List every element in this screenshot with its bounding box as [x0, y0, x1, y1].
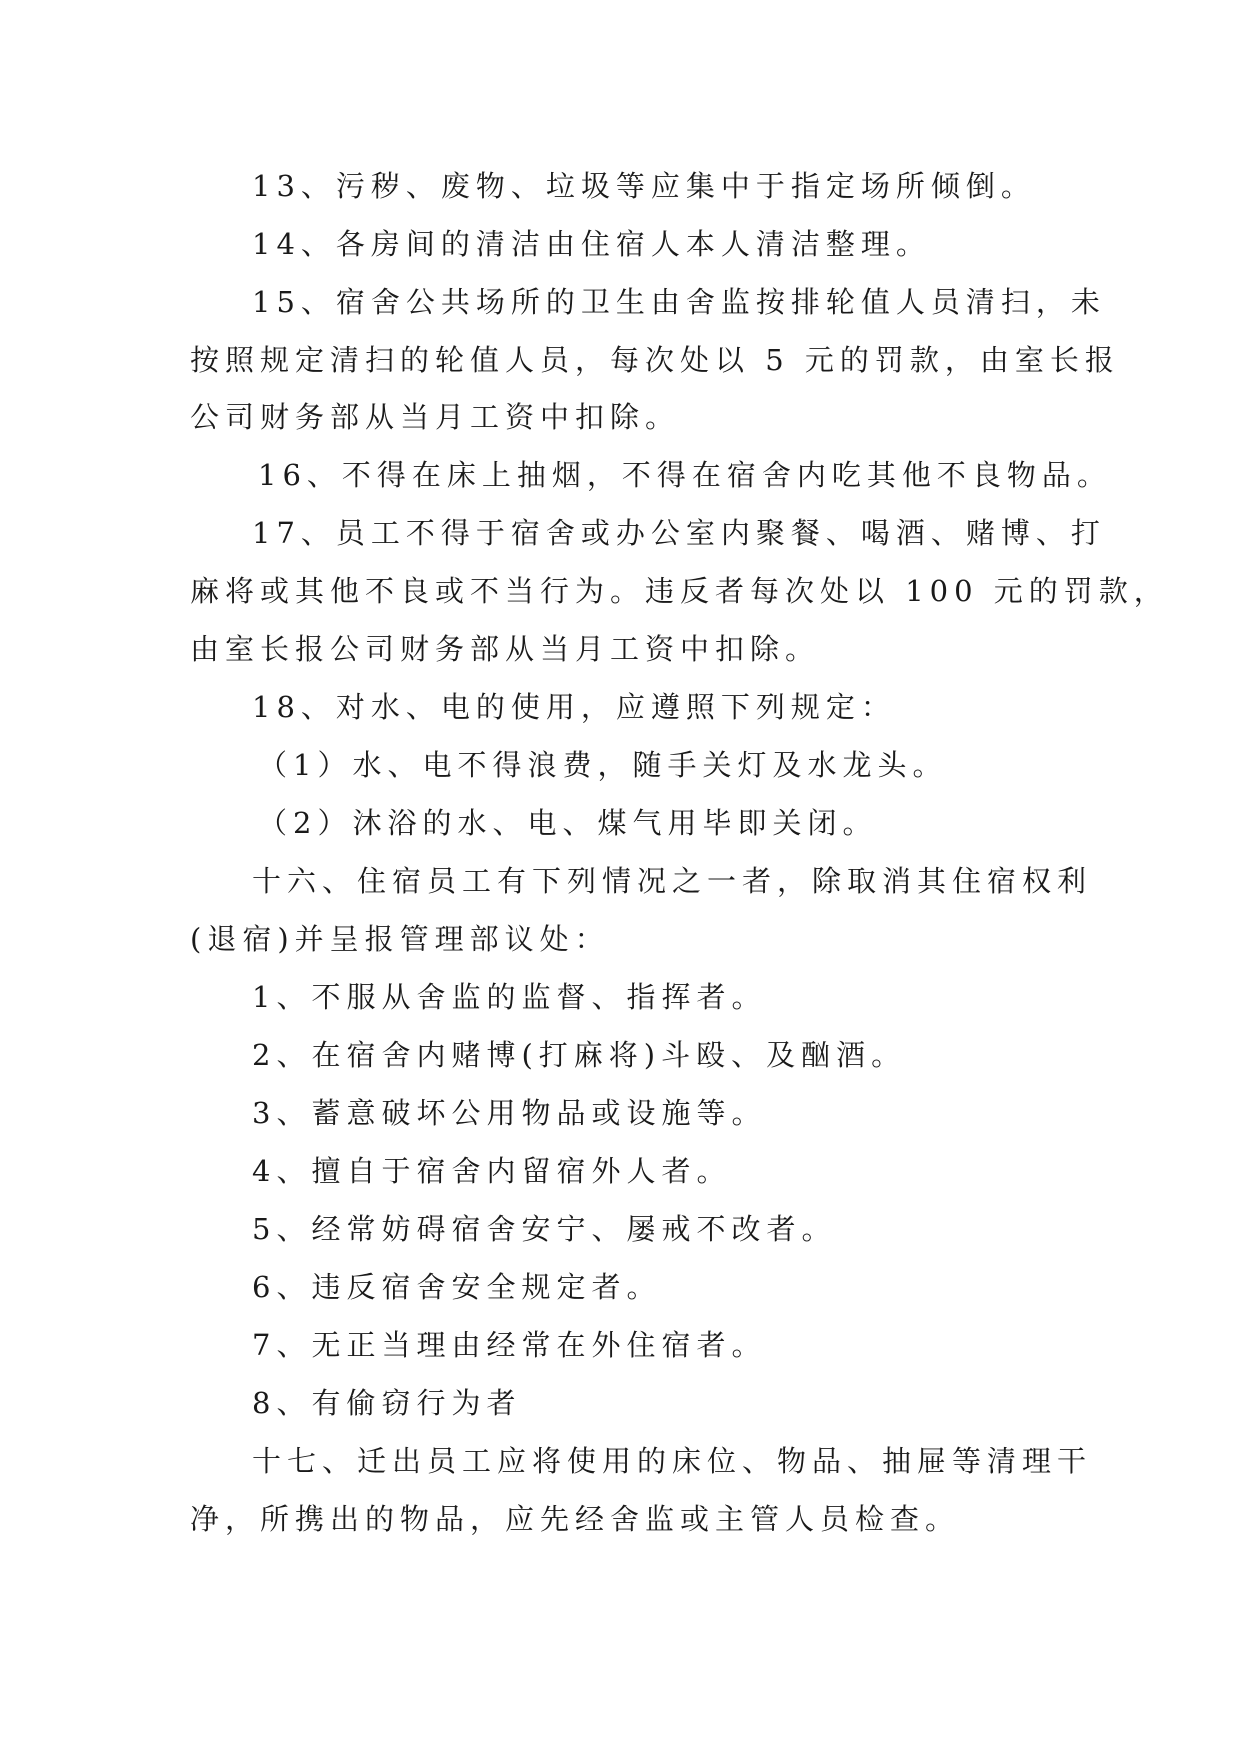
section-16-item-7: 7、无正当理由经常在外住宿者。 — [252, 1328, 767, 1362]
section-16-item-3: 3、蓄意破坏公用物品或设施等。 — [252, 1096, 767, 1130]
rule-13: 13、污秽、废物、垃圾等应集中于指定场所倾倒。 — [252, 169, 1036, 203]
section-16-line-1: 十六、住宿员工有下列情况之一者，除取消其住宿权利 — [252, 864, 1093, 898]
section-16-item-2: 2、在宿舍内赌博(打麻将)斗殴、及酗酒。 — [252, 1038, 907, 1072]
rule-15-line-1: 15、宿舍公共场所的卫生由舍监按排轮值人员清扫，未 — [252, 285, 1106, 319]
rule-17-line-2: 麻将或其他不良或不当行为。违反者每次处以 100 元的罚款， — [190, 574, 1169, 608]
section-16-item-4: 4、擅自于宿舍内留宿外人者。 — [252, 1154, 732, 1188]
rule-17-line-3: 由室长报公司财务部从当月工资中扣除。 — [190, 632, 821, 666]
section-16-item-8: 8、有偷窃行为者 — [252, 1386, 522, 1420]
rule-18-item-2: （2）沐浴的水、电、煤气用毕即关闭。 — [258, 806, 878, 840]
section-16-item-5: 5、经常妨碍宿舍安宁、屡戒不改者。 — [252, 1212, 837, 1246]
rule-14: 14、各房间的清洁由住宿人本人清洁整理。 — [252, 227, 931, 261]
rule-16: 16、不得在床上抽烟，不得在宿舍内吃其他不良物品。 — [258, 458, 1112, 492]
section-16-line-2: (退宿)并呈报管理部议处： — [190, 922, 610, 956]
section-17-line-1: 十七、迁出员工应将使用的床位、物品、抽屉等清理干 — [252, 1444, 1093, 1478]
section-17-line-2: 净，所携出的物品，应先经舍监或主管人员检查。 — [190, 1502, 961, 1536]
rule-18-item-1: （1）水、电不得浪费，随手关灯及水龙头。 — [258, 748, 948, 782]
rule-15-line-2: 按照规定清扫的轮值人员，每次处以 5 元的罚款，由室长报 — [190, 343, 1120, 377]
rule-18: 18、对水、电的使用，应遵照下列规定： — [252, 690, 896, 724]
rule-17-line-1: 17、员工不得于宿舍或办公室内聚餐、喝酒、赌博、打 — [252, 516, 1106, 550]
section-16-item-6: 6、违反宿舍安全规定者。 — [252, 1270, 662, 1304]
section-16-item-1: 1、不服从舍监的监督、指挥者。 — [252, 980, 767, 1014]
rule-15-line-3: 公司财务部从当月工资中扣除。 — [190, 400, 681, 434]
